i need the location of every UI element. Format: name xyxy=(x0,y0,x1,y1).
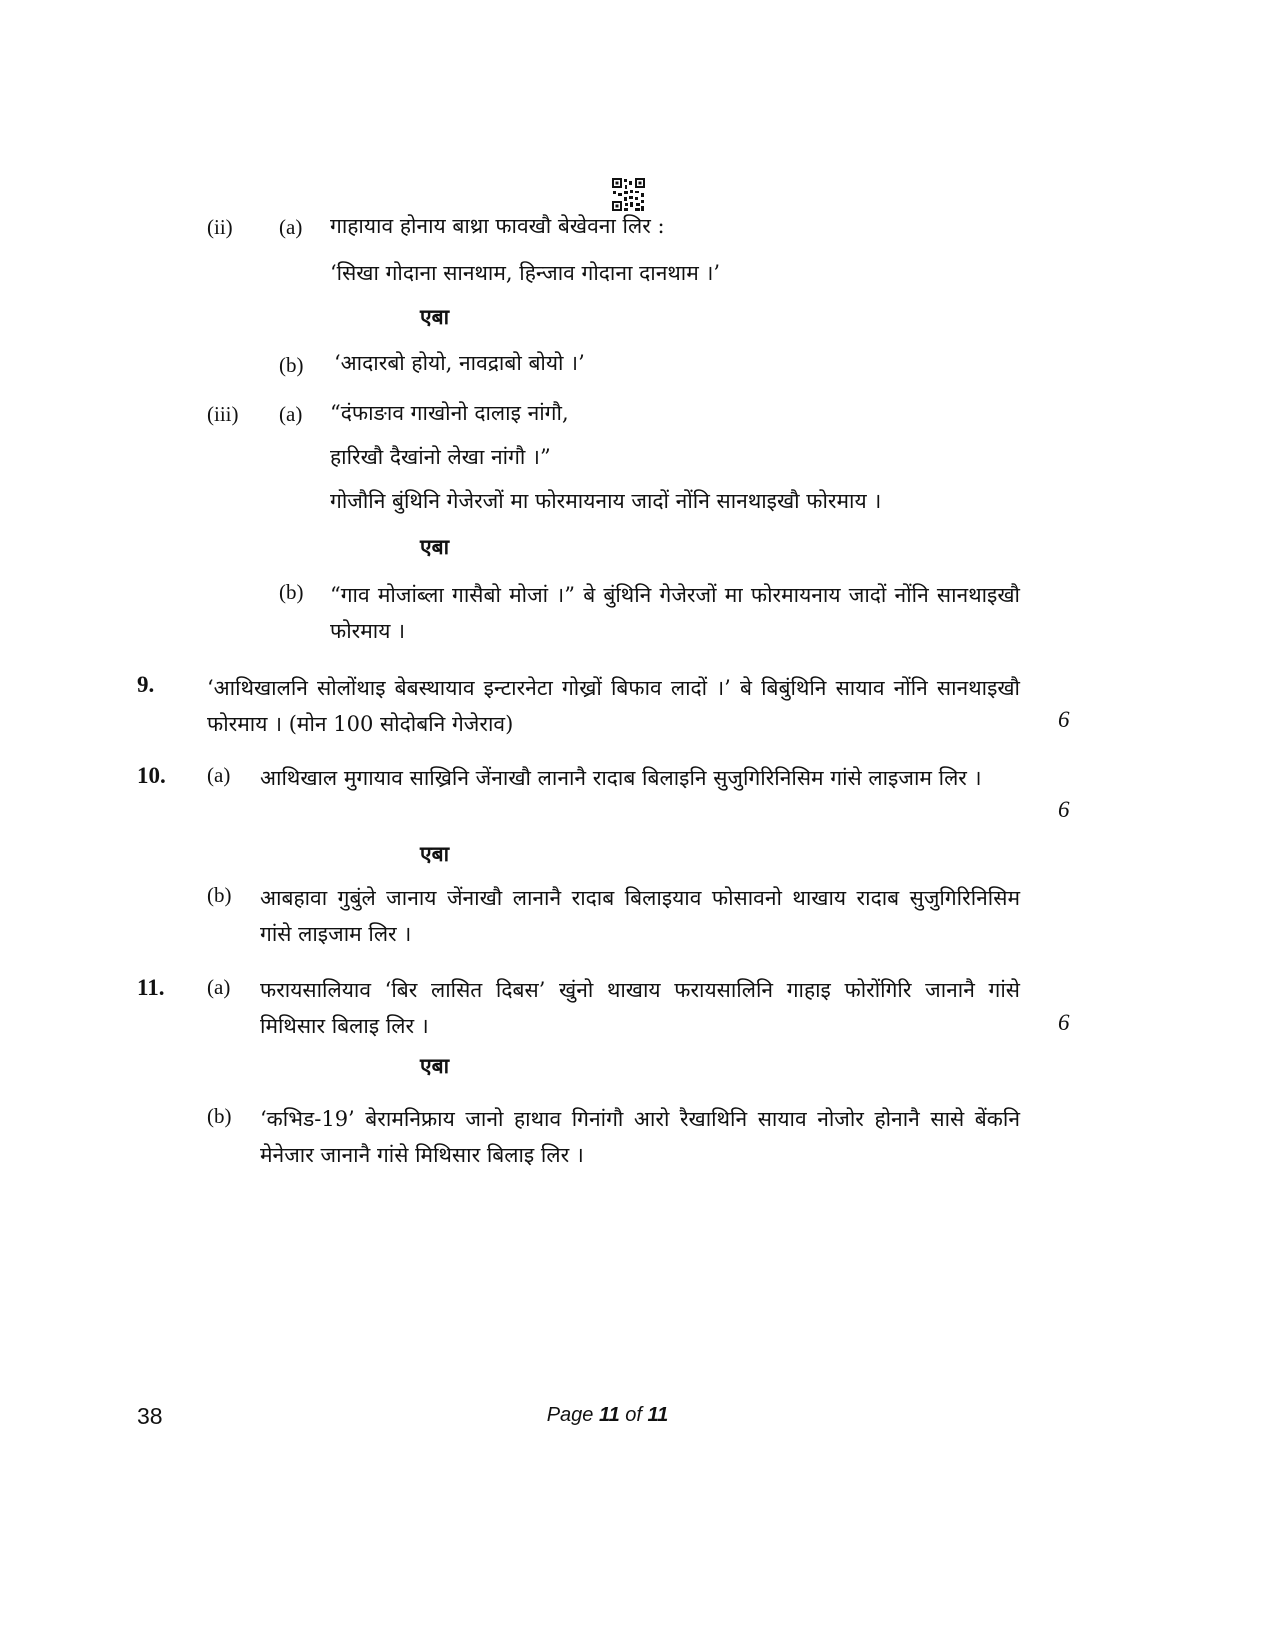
option-label: (b) xyxy=(279,353,304,377)
marks: 6 xyxy=(1058,707,1070,732)
marks: 6 xyxy=(1058,797,1070,822)
qr-code-icon xyxy=(612,178,645,211)
question-text: गोजौनि बुंथिनि गेजेरजों मा फोरमायनाय जादों नोंनि सानथाइखौ फोरमाय । xyxy=(330,489,882,513)
question-text: ‘आदारबो होयो, नावद्राबो बोयो ।’ xyxy=(334,351,585,375)
option-label: (a) xyxy=(207,763,231,787)
option-label: (a) xyxy=(279,215,303,239)
question-number: 11. xyxy=(137,975,165,1000)
page-of: of xyxy=(619,1404,648,1426)
marks: 6 xyxy=(1058,1010,1070,1035)
subquestion-number: (iii) xyxy=(207,402,239,426)
subquestion-number: (ii) xyxy=(207,215,233,239)
option-label: (b) xyxy=(279,580,304,604)
question-text: गाहायाव होनाय बाथ्रा फावखौ बेखेवना लिर : xyxy=(330,214,665,238)
question-text: ‘आथिखालनि सोलोंथाइ बेबस्थायाव इन्टारनेटा गोख्रों बिफाव लादों ।’ बे बिबुंथिनि सायाव नोंनि सानथाइखौ फोरमाय । (मोन 100 सोदोबनि गेजेराव) xyxy=(207,676,1020,736)
question-text: ‘कभिड-19’ बेरामनिफ्राय जानो हाथाव गिनांगौ आरो रैखाथिनि सायाव नोजोर होनानै सासे बेंकनि मेनेजार जानानै गांसे मिथिसार बिलाइ लिर । xyxy=(260,1107,1020,1167)
or-separator: एबा xyxy=(420,304,450,329)
option-label: (a) xyxy=(207,975,231,999)
paper-code: 38 xyxy=(137,1403,163,1429)
option-label: (a) xyxy=(279,402,303,426)
page-number xyxy=(0,1404,1215,1427)
question-text: “दंफाङाव गाखोनो दालाइ नांगौ, xyxy=(330,401,569,425)
question-text: हारिखौ दैखांनो लेखा नांगौ ।” xyxy=(330,445,551,469)
option-label: (b) xyxy=(207,1104,232,1128)
page-total: 11 xyxy=(647,1404,669,1426)
page-current: 11 xyxy=(598,1404,620,1426)
question-text: आबहावा गुबुंले जानाय जेंनाखौ लानानै रादाब बिलाइयाव फोसावनो थाखाय रादाब सुजुगिरिनिसिम गांसे लाइजाम लिर । xyxy=(260,886,1020,946)
or-separator: एबा xyxy=(420,534,450,559)
question-text: फरायसालियाव ‘बिर लासित दिबस’ खुंनो थाखाय फरायसालिनि गाहाइ फोरोंगिरि जानानै गांसे मिथिसार बिलाइ लिर । xyxy=(260,978,1020,1038)
question-text: आथिखाल मुगायाव साख्रिनि जेंनाखौ लानानै रादाब बिलाइनि सुजुगिरिनिसिम गांसे लाइजाम लिर । xyxy=(260,766,982,790)
question-number: 9. xyxy=(137,672,155,697)
question-text: ‘सिखा गोदाना सानथाम, हिन्जाव गोदाना दानथाम ।’ xyxy=(330,261,721,285)
or-separator: एबा xyxy=(420,841,450,866)
question-text: “गाव मोजांब्ला गासैबो मोजां ।” बे बुंथिनि गेजेरजों मा फोरमायनाय जादों नोंनि सानथाइखौ फोरमाय । xyxy=(330,583,1020,643)
question-number: 10. xyxy=(137,763,166,788)
page-prefix: Page xyxy=(546,1404,599,1426)
or-separator: एबा xyxy=(420,1053,450,1078)
option-label: (b) xyxy=(207,883,232,907)
